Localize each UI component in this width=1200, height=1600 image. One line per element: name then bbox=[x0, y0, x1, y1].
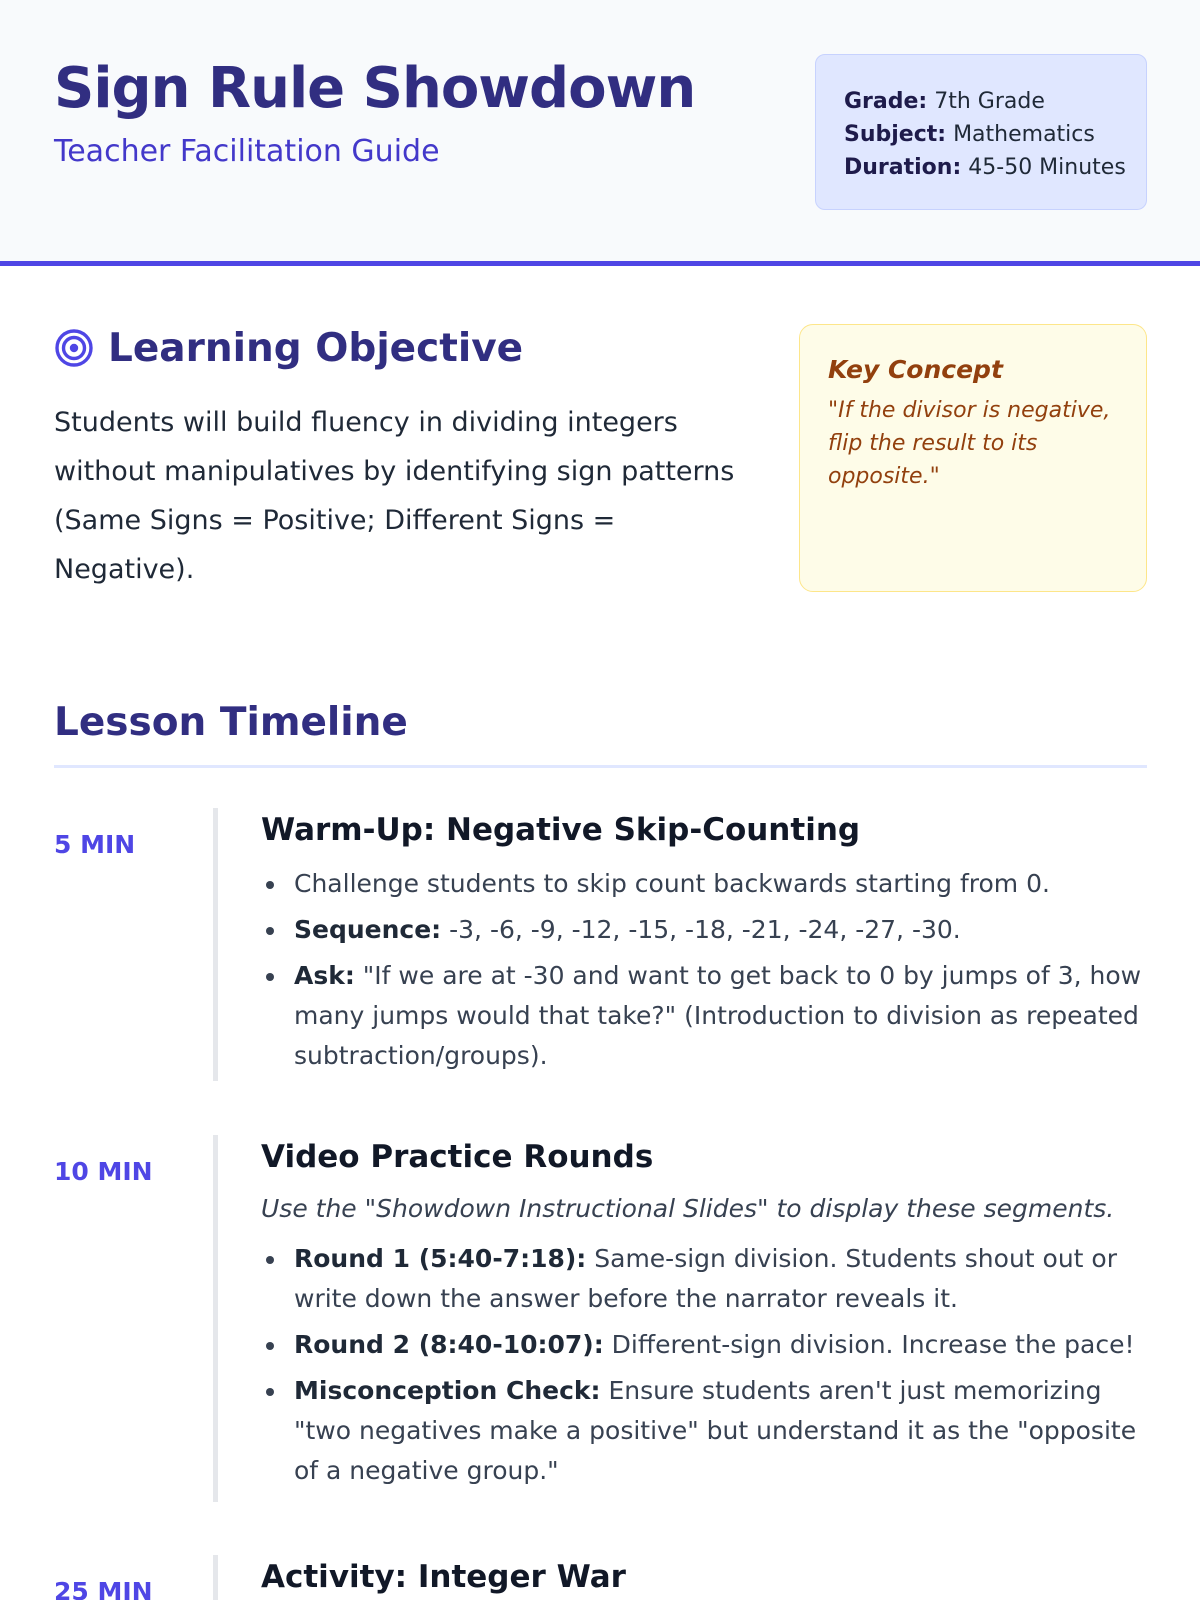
bullet-text: "If we are at -30 and want to get back to 0 by jumps of 3, how many jumps would that take?" (Introduction to division as repeated subtraction/groups). bbox=[294, 961, 1142, 1070]
objective-heading bbox=[54, 324, 523, 372]
target-icon bbox=[54, 328, 94, 368]
timeline-bullets bbox=[261, 1239, 1151, 1491]
timeline-body bbox=[261, 808, 1151, 1082]
list-item bbox=[261, 1239, 1151, 1319]
list-item bbox=[261, 910, 1151, 950]
page-header bbox=[0, 0, 1200, 266]
list-item bbox=[261, 864, 1151, 904]
bullet-text: Challenge students to skip count backwards starting from 0. bbox=[294, 869, 1050, 898]
timeline-bar bbox=[213, 808, 218, 1081]
list-item bbox=[261, 956, 1151, 1076]
bullet-label: Round 2 (8:40-10:07): bbox=[294, 1330, 604, 1359]
bullet-label: Misconception Check: bbox=[294, 1376, 601, 1405]
key-concept-box bbox=[799, 324, 1147, 592]
timeline-time: 25 MIN bbox=[54, 1577, 153, 1600]
objective-text: Students will build fluency in dividing integers without manipulatives by identifying sign patterns (Same Signs = Positive; Different Signs = Negative). bbox=[54, 407, 735, 585]
bullet-text: Different-sign division. Increase the pace! bbox=[603, 1330, 1135, 1359]
timeline-bullets bbox=[261, 864, 1151, 1076]
objective-title: Learning Objective bbox=[108, 325, 524, 371]
meta-duration bbox=[844, 151, 1146, 184]
page-title: Sign Rule Showdown bbox=[54, 56, 696, 121]
timeline-bar bbox=[213, 1555, 218, 1600]
timeline-body bbox=[261, 1135, 1151, 1497]
lesson-meta-box bbox=[815, 54, 1147, 210]
list-item bbox=[261, 1371, 1151, 1491]
timeline-time: 10 MIN bbox=[54, 1157, 153, 1186]
meta-grade bbox=[844, 85, 1146, 118]
bullet-text: Same-sign division. Students shout out or write down the answer before the narrator reveals it. bbox=[294, 1244, 1118, 1313]
meta-subject-label: Subject: bbox=[844, 122, 947, 147]
timeline-body bbox=[261, 1555, 1151, 1599]
timeline-divider bbox=[54, 765, 1147, 768]
key-concept-title: Key Concept bbox=[828, 355, 1003, 384]
bullet-label: Sequence: bbox=[294, 915, 442, 944]
meta-grade-label: Grade: bbox=[844, 89, 928, 114]
timeline-time: 5 MIN bbox=[54, 830, 136, 859]
meta-subject-value: Mathematics bbox=[953, 122, 1095, 147]
timeline-title: Warm-Up: Negative Skip-Counting bbox=[261, 812, 861, 848]
timeline-heading: Lesson Timeline bbox=[54, 700, 408, 745]
timeline-title: Activity: Integer War bbox=[261, 1559, 626, 1595]
bullet-label: Round 1 (5:40-7:18): bbox=[294, 1244, 587, 1273]
meta-duration-value: 45-50 Minutes bbox=[968, 155, 1126, 180]
key-concept-quote: "If the divisor is negative, flip the result to its opposite." bbox=[828, 398, 1111, 489]
list-item bbox=[261, 1325, 1151, 1365]
meta-grade-value: 7th Grade bbox=[934, 89, 1045, 114]
timeline-title: Video Practice Rounds bbox=[261, 1139, 654, 1175]
bullet-text: -3, -6, -9, -12, -15, -18, -21, -24, -27, -30. bbox=[441, 915, 961, 944]
bullet-text: Ensure students aren't just memorizing "two negatives make a positive" but understand it as the "opposite of a negative group." bbox=[294, 1376, 1137, 1485]
bullet-label: Ask: bbox=[294, 961, 355, 990]
timeline-note: Use the "Showdown Instructional Slides" to display these segments. bbox=[261, 1194, 1115, 1223]
timeline-bar bbox=[213, 1135, 218, 1502]
page-subtitle: Teacher Facilitation Guide bbox=[54, 134, 440, 169]
meta-subject bbox=[844, 118, 1146, 151]
meta-duration-label: Duration: bbox=[844, 155, 962, 180]
